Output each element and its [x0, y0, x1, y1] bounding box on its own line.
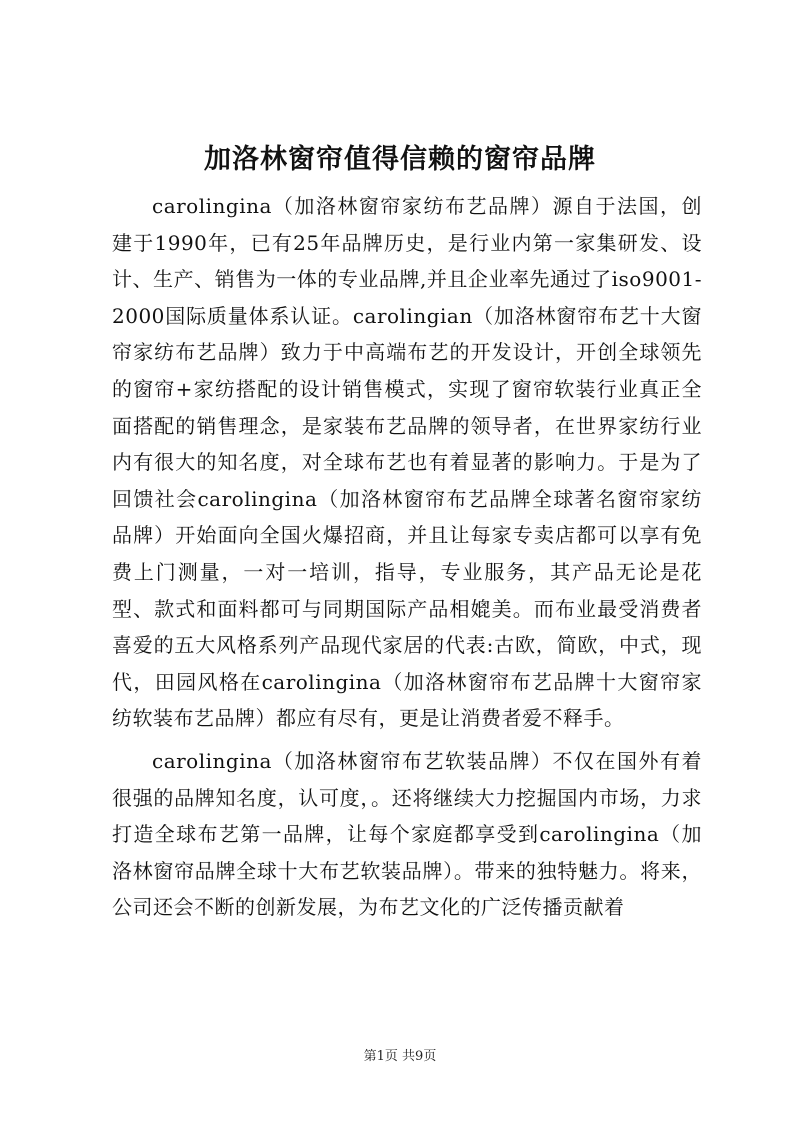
paragraph-1: carolingina（加洛林窗帘家纺布艺品牌）源自于法国，创建于1990年，已有25年品牌历史，是行业内第一家集研发、设计、生产、销售为一体的专业品牌,并且企业率先通过了iso9001-2000国际质量体系认证。carolingian（加洛林窗帘布艺十大窗帘家纺布艺品牌）致力于中高端布艺的开发设计，开创全球领先的窗帘+家纺搭配的设计销售模式，实现了窗帘软装行业真正全面搭配的销售理念，是家装布艺品牌的领导者，在世界家纺行业内有很大的知名度，对全球布艺也有着显著的影响力。于是为了回馈社会carolingina（加洛林窗帘布艺品牌全球著名窗帘家纺品牌）开始面向全国火爆招商，并且让每家专卖店都可以享有免费上门测量，一对一培训，指导，专业服务，其产品无论是花型、款式和面料都可与同期国际产品相媲美。而布业最受消费者喜爱的五大风格系列产品现代家居的代表:古欧，简欧，中式，现代，田园风格在carolingina（加洛林窗帘布艺品牌十大窗帘家纺软装布艺品牌）都应有尽有，更是让消费者爱不释手。: [112, 194, 702, 731]
paragraph-2: carolingina（加洛林窗帘布艺软装品牌）不仅在国外有着很强的品牌知名度，认可度，。还将继续大力挖掘国内市场，力求打造全球布艺第一品牌，让每个家庭都享受到carolingina（加洛林窗帘品牌全球十大布艺软装品牌）。带来的独特魅力。将来，公司还会不断的创新发展，为布艺文化的广泛传播贡献着: [112, 748, 702, 920]
document-body: [112, 188, 702, 932]
document-title: 加洛林窗帘值得信赖的窗帘品牌: [204, 144, 596, 175]
page-number-footer: 第1页 共9页: [363, 1049, 437, 1064]
